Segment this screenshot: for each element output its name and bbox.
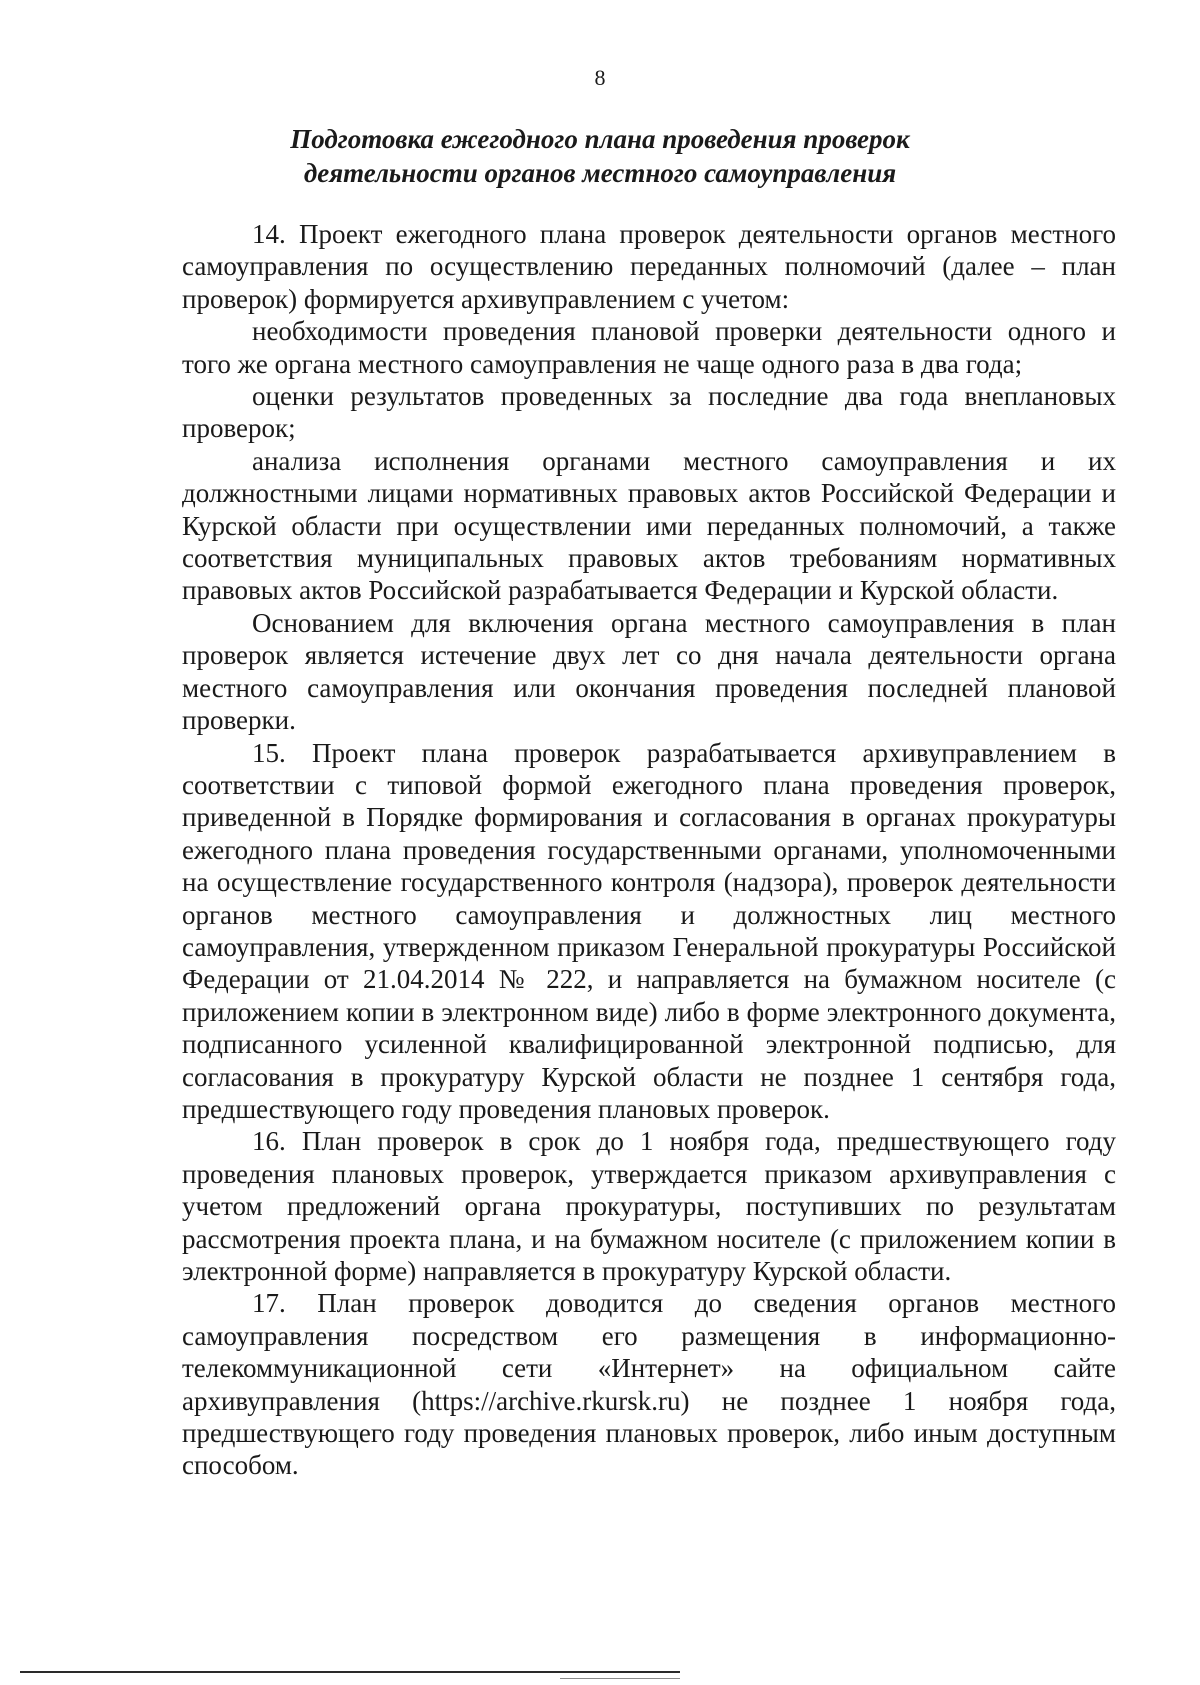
paragraph-16: 16. План проверок в срок до 1 ноября года, предшествующего году проведения плановых проверок, утверждается приказом архивуправления с учетом предложений органа прокуратуры, поступивших по результатам рассмотрения проекта плана, и на бумажном носителе (с приложением копии в электронной форме) направляется в прокуратуру Курской области. — [182, 1126, 1116, 1286]
paragraph-14-criterion-frequency: необходимости проведения плановой проверки деятельности одного и того же органа местного самоуправления не чаще одного раза в два года; — [182, 316, 1116, 379]
paragraph-14-intro: 14. Проект ежегодного плана проверок деятельности органов местного самоуправления по осуществлению переданных полномочий (далее – план проверок) формируется архивуправлением с учетом: — [182, 219, 1116, 314]
paragraph-14-criterion-results: оценки результатов проведенных за последние два года внеплановых проверок; — [182, 381, 1116, 444]
paragraph-17: 17. План проверок доводится до сведения органов местного самоуправления посредством его размещения в информационно-телекоммуникационной сети «Интернет» на официальном сайте архивуправления (https://archive.rkursk.ru) не позднее 1 ноября года, предшествующего году проведения плановых проверок, либо иным доступным способом. — [182, 1288, 1116, 1481]
scan-edge-line — [20, 1671, 680, 1673]
section-heading-line-1: Подготовка ежегодного плана проведения проверок — [290, 124, 910, 154]
paragraph-14-basis: Основанием для включения органа местного самоуправления в план проверок является истечение двух лет со дня начала деятельности органа местного самоуправления или окончания проведения последней плановой проверки. — [182, 607, 1116, 736]
paragraph-15: 15. Проект плана проверок разрабатывается архивуправлением в соответствии с типовой формой ежегодного плана проведения проверок, приведенной в Порядке формирования и согласования в органах прокуратуры ежегодного плана проведения государственными органами, уполномоченными на осуществление государственного контроля (надзора), проверок деятельности органов местного самоуправления и должностных лиц местного самоуправления, утвержденном приказом Генеральной прокуратуры Российской Федерации от 21.04.2014 № 222, и направляется на бумажном носителе (с приложением копии в электронном виде) либо в форме электронного документа, подписанного усиленной квалифицированной электронной подписью, для согласования в прокуратуру Курской области не позднее 1 сентября года, предшествующего году проведения плановых проверок. — [182, 737, 1116, 1124]
page-number: 8 — [594, 65, 606, 90]
section-heading-line-2: деятельности органов местного самоуправления — [303, 158, 897, 188]
scan-edge-line-faint — [560, 1678, 680, 1679]
section-heading — [0, 122, 1200, 190]
document-body — [182, 218, 1116, 1482]
paragraph-14-criterion-analysis: анализа исполнения органами местного самоуправления и их должностными лицами нормативных правовых актов Российской Федерации и Курской области при осуществлении ими переданных полномочий, а также соответствия муниципальных правовых актов требованиям нормативных правовых актов Российской разрабатывается Федерации и Курской области. — [182, 445, 1116, 606]
